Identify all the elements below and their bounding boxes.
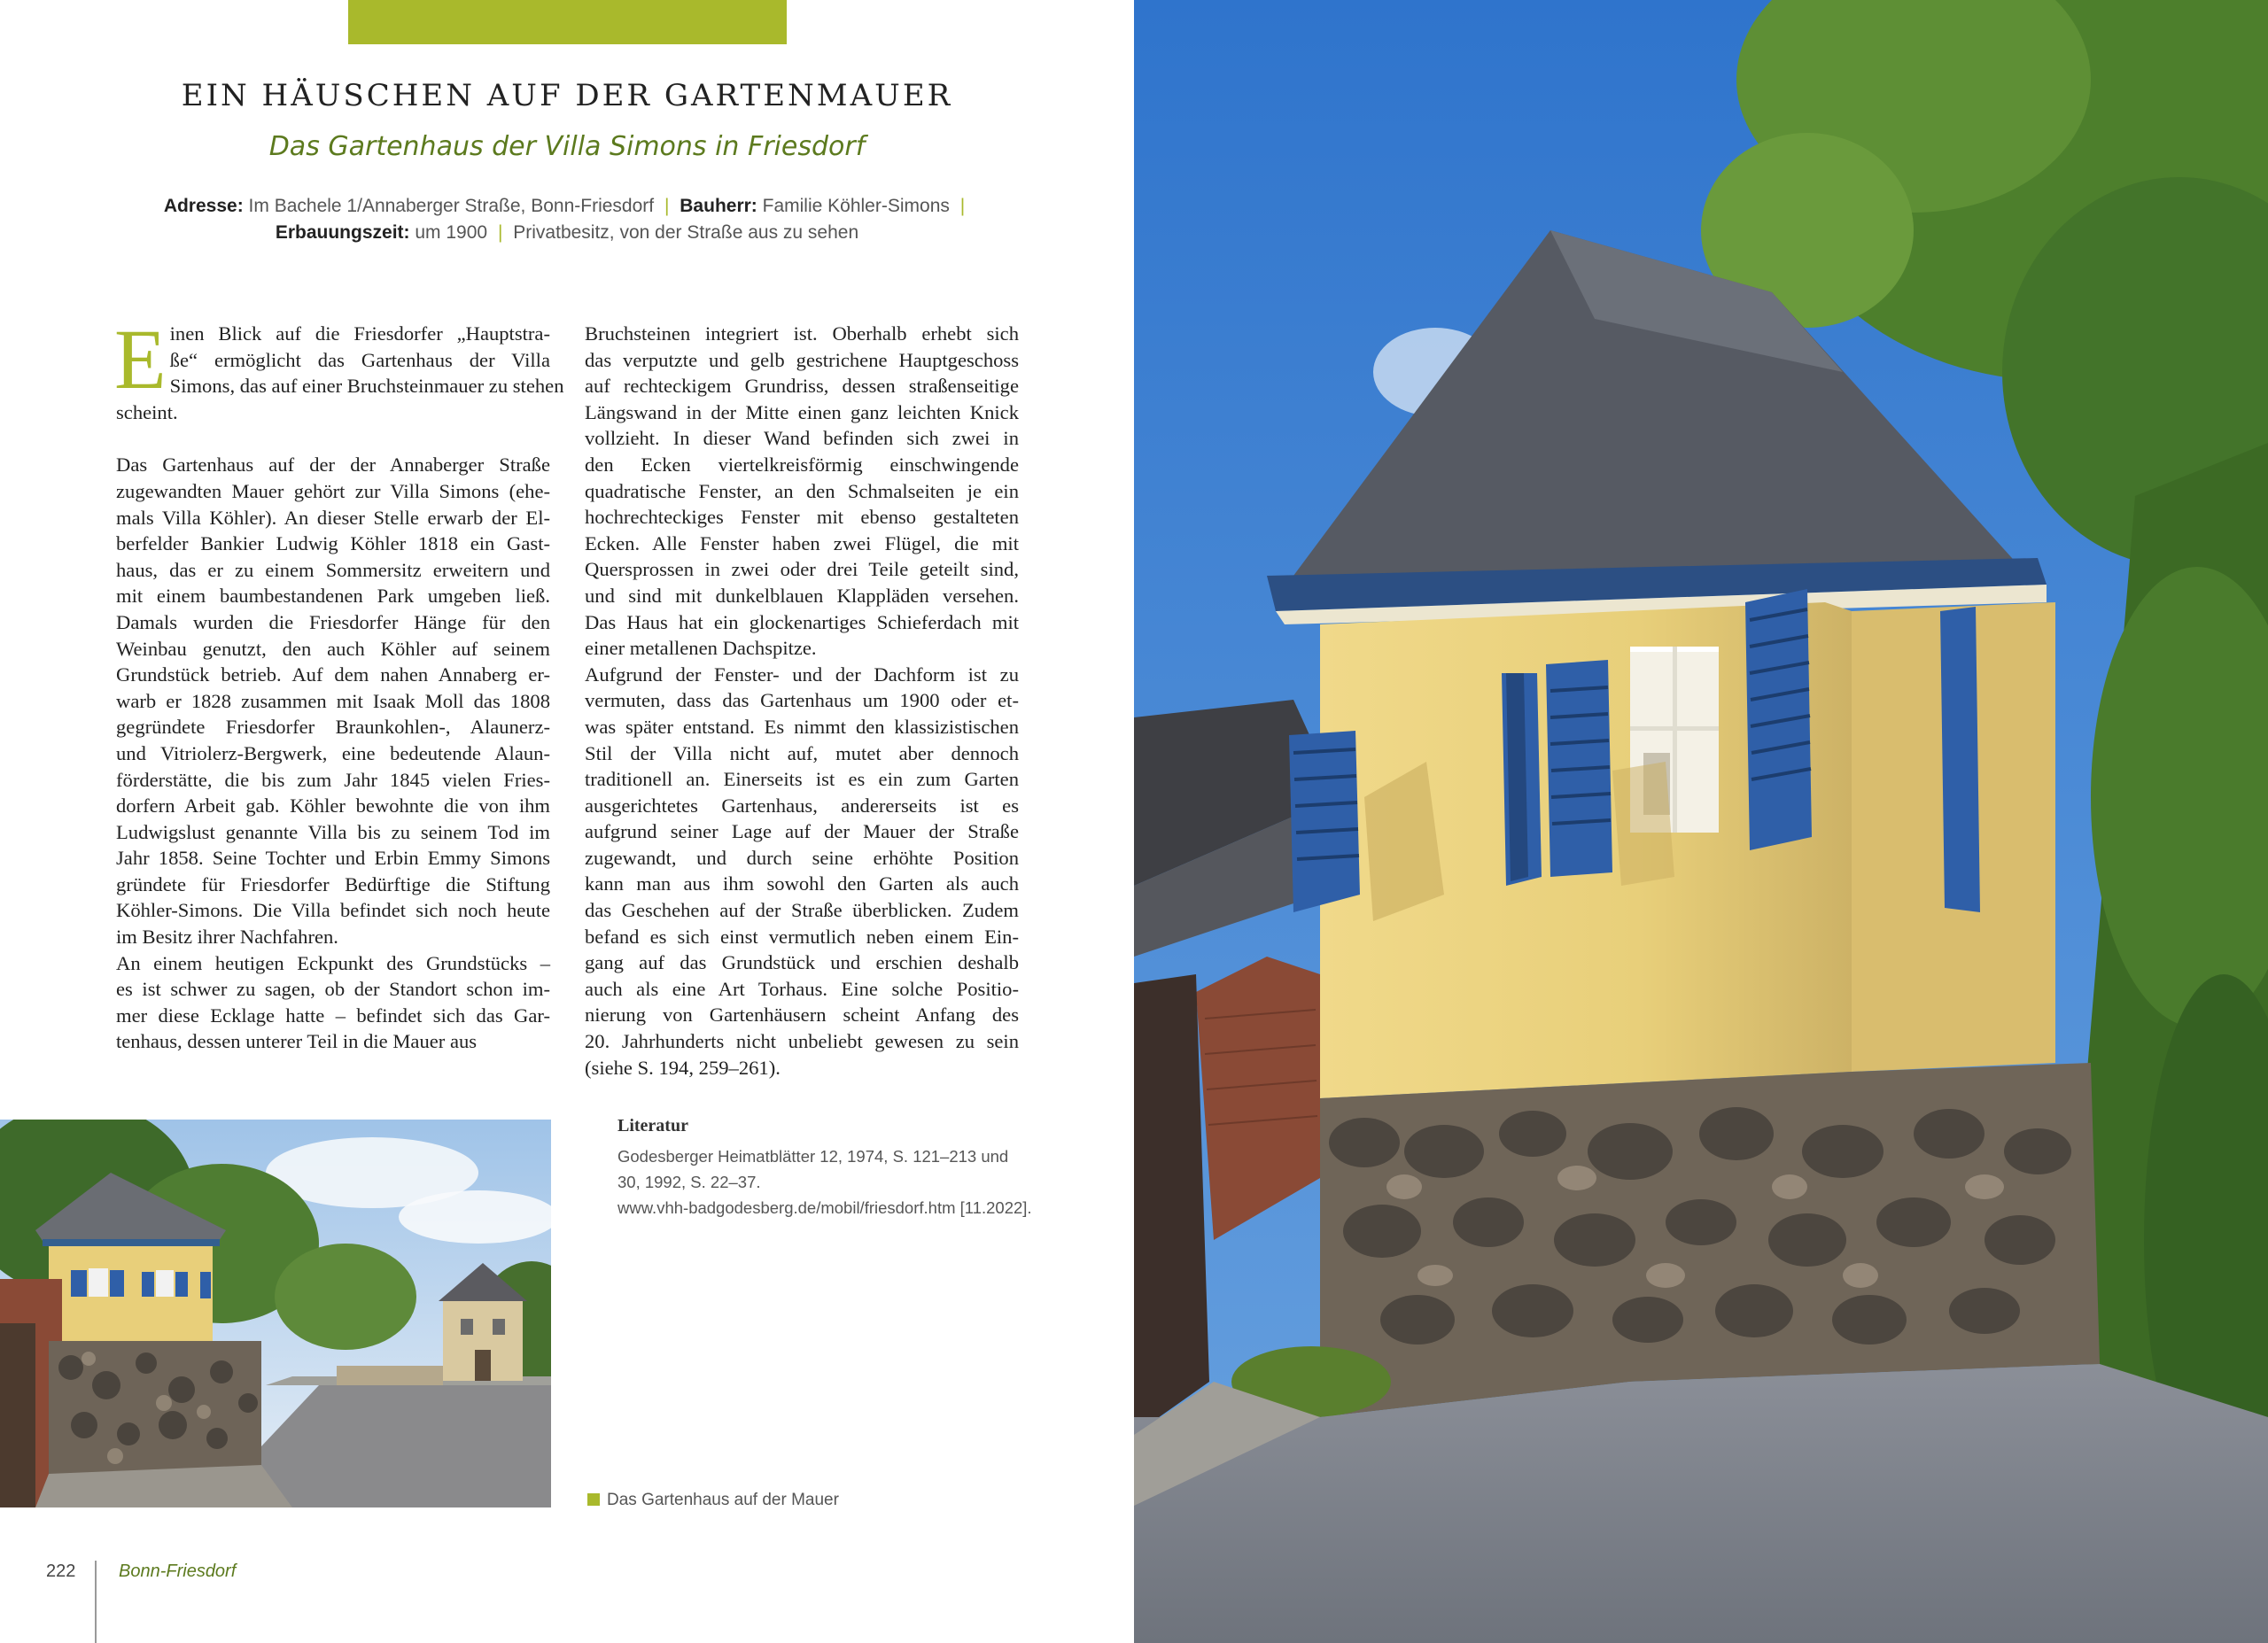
text-line: traditionell an. Einerseits ist es ein zum Garten bbox=[585, 768, 1019, 791]
text-line: dorfern Arbeit gab. Köhler bewohnte die von ihm bbox=[116, 794, 550, 818]
text-line: das Geschehen auf der Straße überblicken. Zudem bbox=[585, 899, 1019, 922]
text-line: 20. Jahrhunderts nicht unbeliebt gewesen zu sein bbox=[585, 1030, 1019, 1053]
caption-text: Das Gartenhaus auf der Mauer bbox=[607, 1491, 839, 1509]
text-line: auf rechteckigem Grundriss, dessen straßenseitige bbox=[585, 375, 1019, 398]
text-line: den Ecken viertelkreisförmig einschwingende bbox=[585, 453, 1019, 476]
text-line: aufgrund seiner Lage auf der Mauer der Straße bbox=[585, 820, 1019, 843]
text-line: berfelder Bankier Ludwig Köhler 1818 ein Gast- bbox=[116, 532, 550, 555]
page-number: 222 bbox=[46, 1562, 76, 1581]
text-line: was später entstand. Es nimmt den klassizistischen bbox=[585, 715, 1019, 738]
text-line: mit einem baumbestandenen Park umgeben ließ. bbox=[116, 585, 550, 608]
footer-divider bbox=[95, 1561, 97, 1643]
text-line: ausgerichtetes Gartenhaus, andererseits ist es bbox=[585, 794, 1019, 817]
info-line-2 bbox=[0, 220, 1134, 246]
text-column-1 bbox=[114, 312, 564, 1055]
page-subtitle: Das Gartenhaus der Villa Simons in Friesdorf bbox=[268, 131, 866, 162]
drop-cap: E bbox=[114, 312, 167, 407]
text-line: Weinbau genutzt, den auch Köhler auf seinem bbox=[116, 637, 550, 660]
text-line: (siehe S. 194, 259–261). bbox=[585, 1056, 781, 1079]
literature-heading: Literatur bbox=[617, 1116, 688, 1135]
accent-bar bbox=[348, 0, 787, 44]
date-value: um 1900 bbox=[415, 222, 488, 243]
text-line: Längswand in der Mitte einen ganz leichten Knick bbox=[585, 400, 1019, 423]
info-block bbox=[0, 193, 1134, 246]
garden-house-street-photo bbox=[0, 1120, 551, 1507]
text-line: vermuten, dass das Gartenhaus um 1900 oder et- bbox=[585, 689, 1019, 712]
text-line: Ludwigslust genannte Villa bis zu seinem Tod im bbox=[116, 820, 550, 843]
text-line: einer metallenen Dachspitze. bbox=[585, 637, 817, 660]
running-title: Bonn-Friesdorf bbox=[119, 1562, 237, 1581]
text-line: gründete für Friesdorfer Bedürftige die Stiftung bbox=[116, 872, 550, 895]
paragraph-gap bbox=[116, 425, 550, 452]
literature-block bbox=[617, 1116, 1034, 1221]
text-line: Damals wurden die Friesdorfer Hänge für den bbox=[116, 610, 550, 633]
separator: | bbox=[664, 196, 670, 216]
text-line: es ist schwer zu sagen, ob der Standort schon im- bbox=[116, 978, 550, 1001]
text-line: tenhaus, dessen unterer Teil in die Mauer aus bbox=[116, 1030, 478, 1053]
garden-house-main-photo bbox=[1134, 0, 2268, 1643]
photo-caption bbox=[587, 1491, 839, 1510]
text-line: kann man aus ihm sowohl den Garten als auch bbox=[585, 872, 1019, 895]
text-line: An einem heutigen Eckpunkt des Grundstücks – bbox=[116, 951, 550, 974]
text-line: scheint. bbox=[116, 400, 178, 423]
text-line: Simons, das auf einer Bruchsteinmauer zu stehen bbox=[169, 375, 564, 398]
text-line: haus, das er zu einem Sommersitz erweitern und bbox=[116, 558, 550, 581]
street-photo-svg bbox=[0, 1120, 551, 1507]
text-line: Aufgrund der Fenster- und der Dachform ist zu bbox=[585, 663, 1019, 686]
text-column-2 bbox=[585, 321, 1019, 1081]
address-label: Adresse: bbox=[163, 196, 244, 216]
text-line: mals Villa Köhler). An dieser Stelle erwarb der El- bbox=[116, 506, 550, 529]
text-line: und Vitriolerz-Bergwerk, eine bedeutende Alaun- bbox=[116, 741, 550, 764]
text-line: mer diese Ecklage hatte – befindet sich das Gar- bbox=[116, 1004, 550, 1027]
address-value: Im Bachele 1/Annaberger Straße, Bonn-Friesdorf bbox=[248, 196, 655, 216]
text-line: Das Haus hat ein glockenartiges Schieferdach mit bbox=[585, 610, 1019, 633]
text-line: Quersprossen in zwei oder drei Teile geteilt sind, bbox=[585, 558, 1019, 581]
text-line: Stil der Villa nicht auf, mutet aber dennoch bbox=[585, 741, 1019, 764]
text-line: förderstätte, die bis zum Jahr 1845 vielen Fries- bbox=[116, 768, 550, 791]
builder-value: Familie Köhler-Simons bbox=[762, 196, 950, 216]
text-line: hochrechteckiges Fenster mit ebenso gestalteten bbox=[585, 506, 1019, 529]
text-line: das verputzte und gelb gestrichene Hauptgeschoss bbox=[585, 348, 1019, 371]
separator: | bbox=[959, 196, 966, 216]
text-line: quadratische Fenster, an den Schmalseiten je ein bbox=[585, 479, 1019, 502]
text-line: Köhler-Simons. Die Villa befindet sich noch heute bbox=[116, 899, 550, 922]
page-title: EIN HÄUSCHEN AUF DER GARTENMAUER bbox=[181, 78, 953, 113]
literature-line: 30, 1992, S. 22–37. bbox=[617, 1173, 761, 1191]
text-line: und sind mit dunkelblauen Klappläden versehen. bbox=[585, 584, 1019, 607]
caption-square-icon bbox=[587, 1493, 600, 1506]
text-line: ße“ ermöglicht das Gartenhaus der Villa bbox=[169, 348, 550, 371]
text-line: Bruchsteinen integriert ist. Oberhalb erhebt sich bbox=[585, 322, 1019, 345]
date-label: Erbauungszeit: bbox=[275, 222, 410, 243]
text-line: gegründete Friesdorfer Braunkohlen-, Alaunerz- bbox=[116, 716, 550, 739]
access-value: Privatbesitz, von der Straße aus zu sehen bbox=[513, 222, 859, 243]
separator: | bbox=[497, 222, 503, 243]
literature-link: www.vhh-badgodesberg.de/mobil/friesdorf.htm [11.2022]. bbox=[617, 1198, 1032, 1217]
text-line: nierung von Gartenhäusern scheint Anfang des bbox=[585, 1004, 1019, 1027]
literature-line: Godesberger Heimatblätter 12, 1974, S. 121–213 und bbox=[617, 1147, 1009, 1166]
text-line: Jahr 1858. Seine Tochter und Erbin Emmy Simons bbox=[116, 847, 550, 870]
text-line: Das Gartenhaus auf der der Annaberger Straße bbox=[116, 453, 550, 477]
main-photo-svg bbox=[1134, 0, 2268, 1643]
text-line: Ecken. Alle Fenster haben zwei Flügel, die mit bbox=[585, 531, 1019, 554]
text-line: im Besitz ihrer Nachfahren. bbox=[116, 926, 338, 949]
text-line: auch als eine Art Torhaus. Eine solche Positio- bbox=[585, 977, 1019, 1000]
text-line: vollzieht. In dieser Wand befinden sich zwei in bbox=[585, 427, 1019, 450]
info-line-1 bbox=[0, 193, 1134, 220]
text-line: inen Blick auf die Friesdorfer „Hauptstra- bbox=[169, 322, 550, 345]
text-line: warb er 1828 zusammen mit Isaak Moll das 1808 bbox=[116, 689, 550, 712]
text-line: befand es sich einst vermutlich neben einem Ein- bbox=[585, 925, 1019, 948]
text-line: zugewandten Mauer gehört zur Villa Simons (ehe- bbox=[116, 479, 550, 502]
builder-label: Bauherr: bbox=[680, 196, 757, 216]
text-line: zugewandt, und durch seine erhöhte Position bbox=[585, 846, 1019, 869]
text-line: Grundstück betrieb. Auf dem nahen Annaberg er- bbox=[116, 663, 550, 686]
text-line: gang auf das Grundstück und erschien deshalb bbox=[585, 951, 1019, 974]
